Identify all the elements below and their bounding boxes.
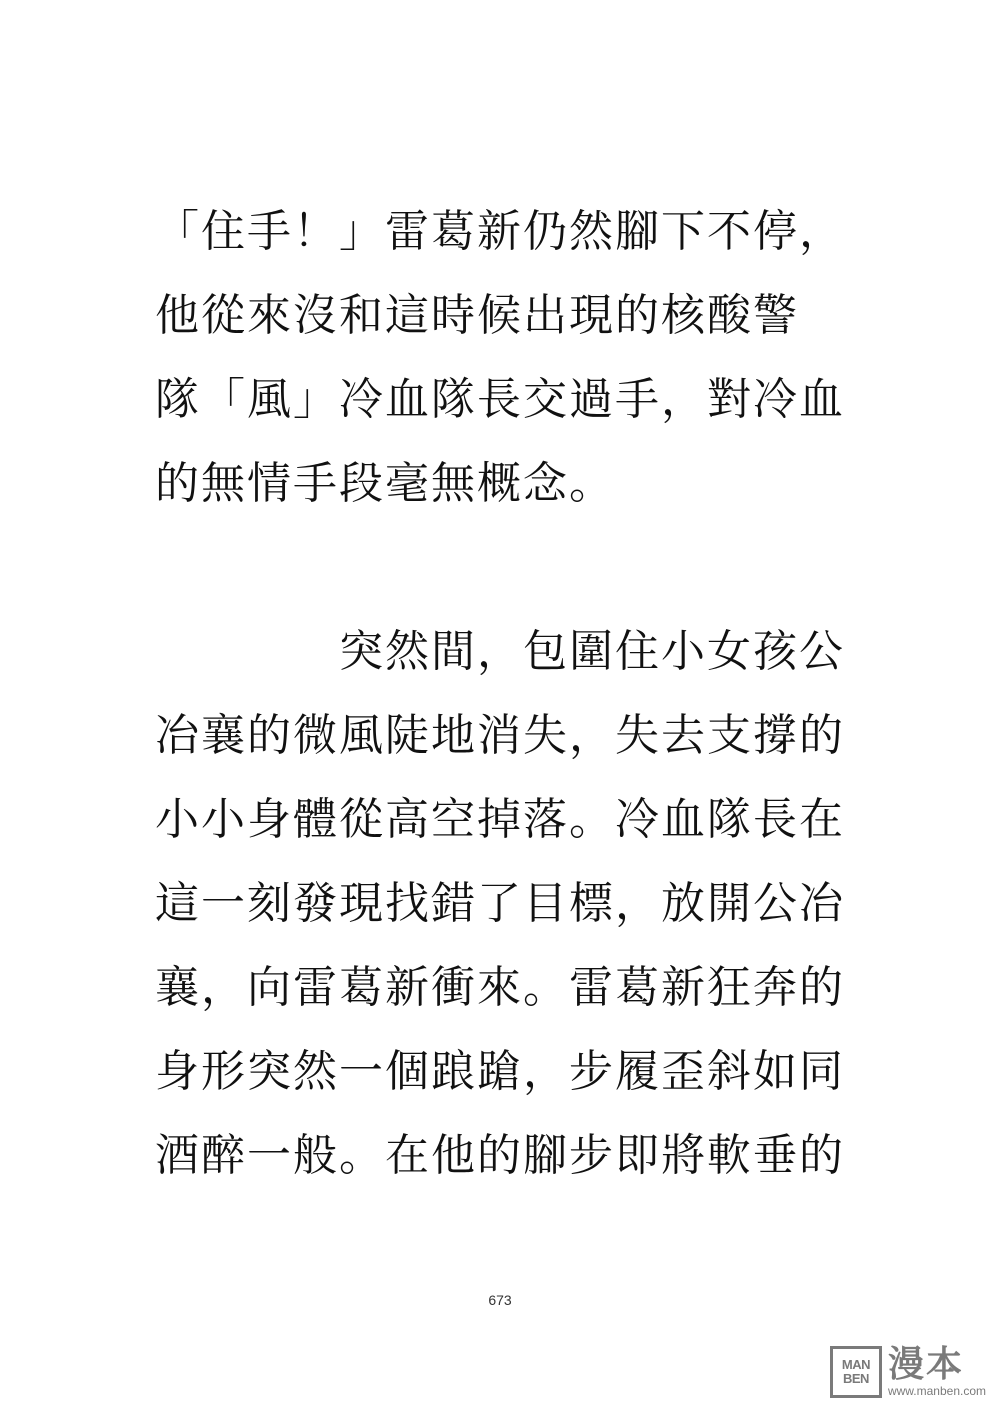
watermark-text <box>888 1346 986 1398</box>
text-line: 隊「風」冷血隊長交過手，對冷血 <box>155 374 845 425</box>
paragraph-2 <box>155 610 855 1198</box>
text-line: 這一刻發現找錯了目標，放開公冶 <box>155 878 845 929</box>
watermark <box>830 1346 986 1398</box>
watermark-brand: 漫本 <box>887 1344 964 1385</box>
text-line: 小小身體從高空掉落。冷血隊長在 <box>155 794 845 845</box>
watermark-logo-top: MAN <box>841 1357 870 1372</box>
text-line: 冶襄的微風陡地消失，失去支撐的 <box>155 710 845 761</box>
paragraph-1 <box>155 190 855 526</box>
watermark-logo <box>830 1346 882 1398</box>
text-line: 襄，向雷葛新衝來。雷葛新狂奔的 <box>155 962 845 1013</box>
text-line: 他從來沒和這時候出現的核酸警 <box>155 290 799 341</box>
watermark-url: www.manben.com <box>887 1384 986 1398</box>
text-line: 身形突然一個踉蹌，步履歪斜如同 <box>155 1046 845 1097</box>
page-number: 673 <box>488 1292 512 1308</box>
text-line: 酒醉一般。在他的腳步即將軟垂的 <box>155 1130 845 1181</box>
text-line: 突然間，包圍住小女孩公 <box>155 626 845 677</box>
watermark-logo-bottom: BEN <box>842 1371 869 1386</box>
text-line: 「住手！」雷葛新仍然腳下不停， <box>155 206 845 257</box>
text-line: 的無情手段毫無概念。 <box>155 458 615 509</box>
